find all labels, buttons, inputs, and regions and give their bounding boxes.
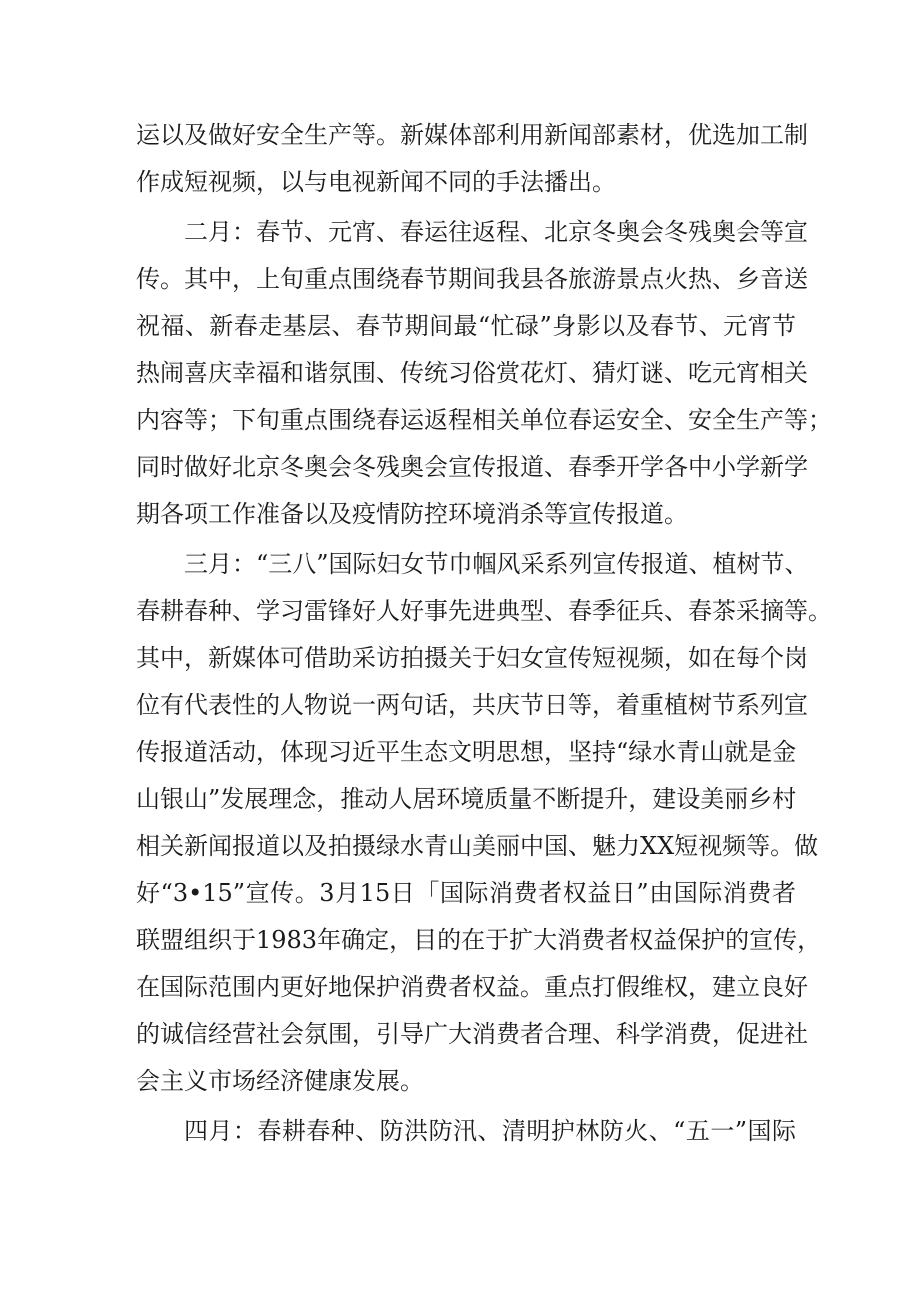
text-line: 作成短视频，以与电视新闻不同的手法播出。 bbox=[136, 168, 616, 196]
text-line: 运以及做好安全生产等。新媒体部利用新闻部素材，优选加工制 bbox=[136, 121, 808, 149]
paragraph-start-line: 四月：春耕春种、防洪防汛、清明护林防火、“五一”国际 bbox=[184, 1117, 796, 1145]
text-line: 在国际范围内更好地保护消费者权益。重点打假维权，建立良好 bbox=[136, 973, 808, 1001]
text-line: 山银山”发展理念，推动人居环境质量不断提升，建设美丽乡村 bbox=[136, 785, 797, 813]
text-line: 传。其中，上旬重点围绕春节期间我县各旅游景点火热、乡音送 bbox=[136, 265, 808, 293]
text-line: 联盟组织于1983年确定，目的在于扩大消费者权益保护的宣传， bbox=[136, 926, 822, 954]
text-line: 期各项工作准备以及疫情防控环境消杀等宣传报道。 bbox=[136, 500, 688, 528]
text-line: 同时做好北京冬奥会冬残奥会宣传报道、春季开学各中小学新学 bbox=[136, 453, 808, 481]
text-line: 好“3•15”宣传。3月15日「国际消费者权益日”由国际消费者 bbox=[136, 879, 796, 907]
text-line: 热闹喜庆幸福和谐氛围、传统习俗赏花灯、猜灯谜、吃元宵相关 bbox=[136, 359, 808, 387]
text-line: 位有代表性的人物说一两句话，共庆节日等，着重植树节系列宣 bbox=[136, 691, 808, 719]
text-line: 相关新闻报道以及拍摄绿水青山美丽中国、魅力XX短视频等。做 bbox=[136, 832, 819, 860]
paragraph-start-line: 二月：春节、元宵、春运往返程、北京冬奥会冬残奥会等宣 bbox=[184, 218, 808, 246]
text-line: 的诚信经营社会氛围，引导广大消费者合理、科学消费，促进社 bbox=[136, 1020, 808, 1048]
text-line: 会主义市场经济健康发展。 bbox=[136, 1067, 424, 1095]
text-line: 传报道活动，体现习近平生态文明思想，坚持“绿水青山就是金 bbox=[136, 738, 797, 766]
paragraph-start-line: 三月：“三八”国际妇女节巾帼风采系列宣传报道、植树节、 bbox=[184, 550, 809, 578]
text-line: 春耕春种、学习雷锋好人好事先进典型、春季征兵、春茶采摘等。 bbox=[136, 597, 832, 625]
text-line: 内容等；下旬重点围绕春运返程相关单位春运安全、安全生产等； bbox=[136, 406, 832, 434]
text-line: 其中，新媒体可借助采访拍摄关于妇女宣传短视频，如在每个岗 bbox=[136, 644, 808, 672]
text-line: 祝福、新春走基层、春节期间最“忙碌”身影以及春节、元宵节 bbox=[136, 312, 796, 340]
